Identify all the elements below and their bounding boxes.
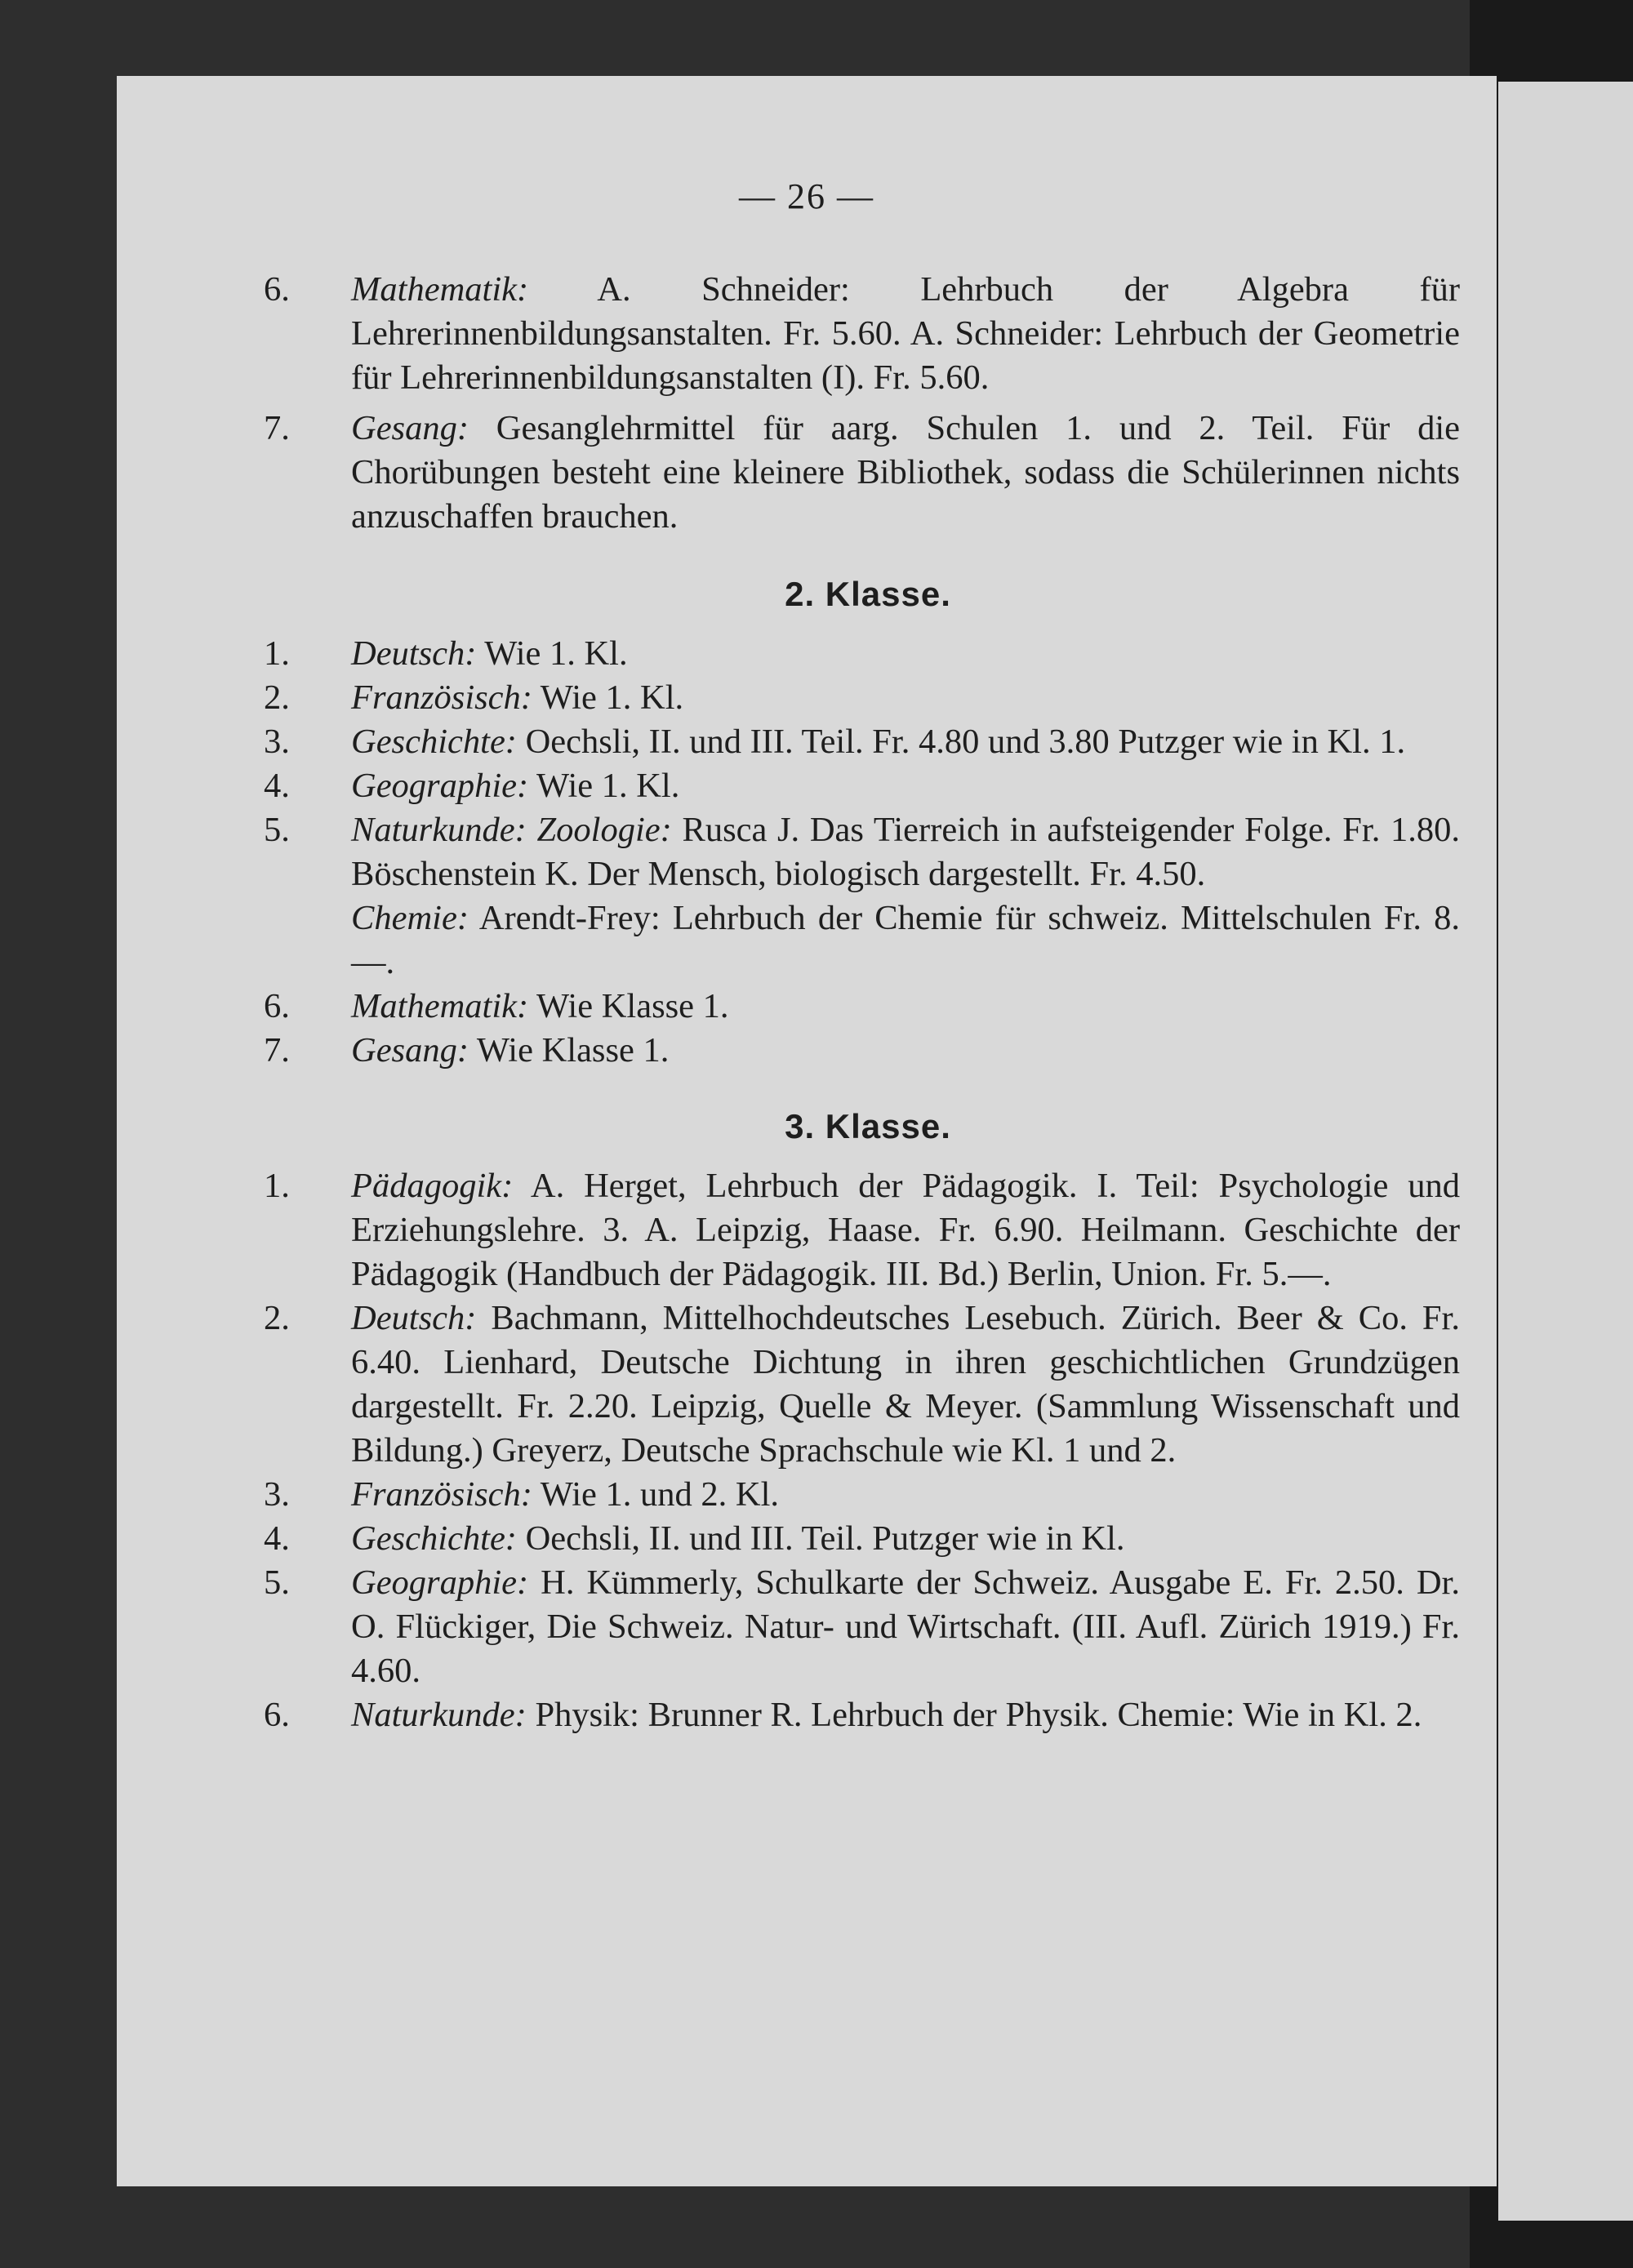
list-item [117, 808, 1497, 985]
list-item [117, 1693, 1497, 1737]
list-item [117, 407, 1497, 539]
item-text: Bachmann, Mittelhochdeutsches Lesebuch. Zürich. Beer & Co. Fr. 6.40. Lienhard, Deutsche Dichtung in ihren geschichtlichen Grundzügen dargestellt. Fr. 2.20. Leipzig, Quelle & Meyer. (Sammlung Wissenschaft und Bildung.) Greyerz, Deutsche Sprachschule wie Kl. 1 und 2. [351, 1299, 1460, 1470]
document-page [117, 76, 1497, 2186]
list-item [117, 720, 1497, 764]
list-item [117, 985, 1497, 1029]
item-subject: Pädagogik: [351, 1167, 514, 1205]
item-text: Wie 1. Kl. [532, 678, 684, 717]
item-number: 3. [264, 723, 290, 761]
item-number: 7. [264, 409, 290, 447]
item-subject: Französisch: [351, 678, 532, 717]
item-text: A. Schneider: Lehrbuch der Algebra für Lehrerinnenbildungsanstalten. Fr. 5.60. A. Schneider: Lehrbuch der Geometrie für Lehrerinnenbildungsanstalten (I). Fr. 5.60. [351, 270, 1460, 397]
item-subject: Gesang: [351, 1031, 469, 1070]
item-text: Gesanglehrmittel für aarg. Schulen 1. und 2. Teil. Für die Chorübungen besteht eine kleinere Bibliothek, sodass die Schülerinnen nichts anzuschaffen brauchen. [351, 409, 1460, 536]
item-text: Physik: Brunner R. Lehrbuch der Physik. Chemie: Wie in Kl. 2. [526, 1696, 1422, 1734]
item-sub-text: Arendt-Frey: Lehrbuch der Chemie für schweiz. Mittelschulen Fr. 8.—. [351, 899, 1460, 981]
item-sub-subject: Chemie: [351, 899, 469, 937]
item-subject: Naturkunde: Zoologie: [351, 811, 672, 849]
list-item [117, 632, 1497, 676]
item-text: Oechsli, II. und III. Teil. Putzger wie in Kl. [516, 1519, 1125, 1558]
section-heading-klasse-3: 3. Klasse. [785, 1107, 951, 1145]
list-item [117, 676, 1497, 720]
item-subject: Geographie: [351, 1563, 529, 1602]
item-number: 1. [264, 1167, 290, 1205]
item-number: 2. [264, 1299, 290, 1337]
page-number: — 26 — [739, 176, 874, 216]
item-text: Wie 1. Kl. [528, 767, 680, 805]
list-item [117, 764, 1497, 808]
item-number: 4. [264, 1519, 290, 1558]
section-heading-klasse-2: 2. Klasse. [785, 575, 951, 613]
item-text: Wie 1. und 2. Kl. [532, 1475, 780, 1514]
item-number: 7. [264, 1031, 290, 1070]
item-subject: Geographie: [351, 767, 529, 805]
list-item [117, 1517, 1497, 1561]
list-item [117, 1164, 1497, 1296]
item-number: 6. [264, 1696, 290, 1734]
item-subject: Geschichte: [351, 1519, 517, 1558]
item-text: A. Herget, Lehrbuch der Pädagogik. I. Teil: Psychologie und Erziehungslehre. 3. A. Leipzig, Haase. Fr. 6.90. Heilmann. Geschichte der Pädagogik (Handbuch der Pädagogik. III. Bd.) Berlin, Union. Fr. 5.—. [351, 1167, 1460, 1293]
list-item [117, 1561, 1497, 1693]
list-item [117, 1473, 1497, 1517]
page-content [117, 268, 1497, 1737]
item-number: 1. [264, 634, 290, 673]
item-number: 2. [264, 678, 290, 717]
item-number: 3. [264, 1475, 290, 1514]
item-number: 4. [264, 767, 290, 805]
item-subject: Gesang: [351, 409, 469, 447]
item-subject: Deutsch: [351, 634, 477, 673]
item-text: H. Kümmerly, Schulkarte der Schweiz. Ausgabe E. Fr. 2.50. Dr. O. Flückiger, Die Schweiz. Natur- und Wirtschaft. (III. Aufl. Zürich 1919.) Fr. 4.60. [351, 1563, 1460, 1690]
item-number: 5. [264, 811, 290, 849]
list-item [117, 1296, 1497, 1473]
item-subject: Geschichte: [351, 723, 517, 761]
item-number: 6. [264, 987, 290, 1025]
adjacent-page-edge [1498, 82, 1633, 2221]
item-subject: Deutsch: [351, 1299, 477, 1337]
item-subsection [351, 896, 1460, 985]
item-subject: Naturkunde: [351, 1696, 527, 1734]
item-text: Wie Klasse 1. [528, 987, 729, 1025]
item-text: Rusca J. Das Tierreich in aufsteigender Folge. Fr. 1.80. Böschenstein K. Der Mensch, biologisch dargestellt. Fr. 4.50. [351, 811, 1460, 893]
item-subject: Mathematik: [351, 987, 529, 1025]
item-text: Wie 1. Kl. [476, 634, 628, 673]
list-item [117, 268, 1497, 400]
item-number: 5. [264, 1563, 290, 1602]
item-text: Oechsli, II. und III. Teil. Fr. 4.80 und 3.80 Putzger wie in Kl. 1. [516, 723, 1406, 761]
item-number: 6. [264, 270, 290, 309]
item-text: Wie Klasse 1. [469, 1031, 670, 1070]
item-subject: Mathematik: [351, 270, 529, 309]
list-item [117, 1029, 1497, 1073]
item-subject: Französisch: [351, 1475, 532, 1514]
